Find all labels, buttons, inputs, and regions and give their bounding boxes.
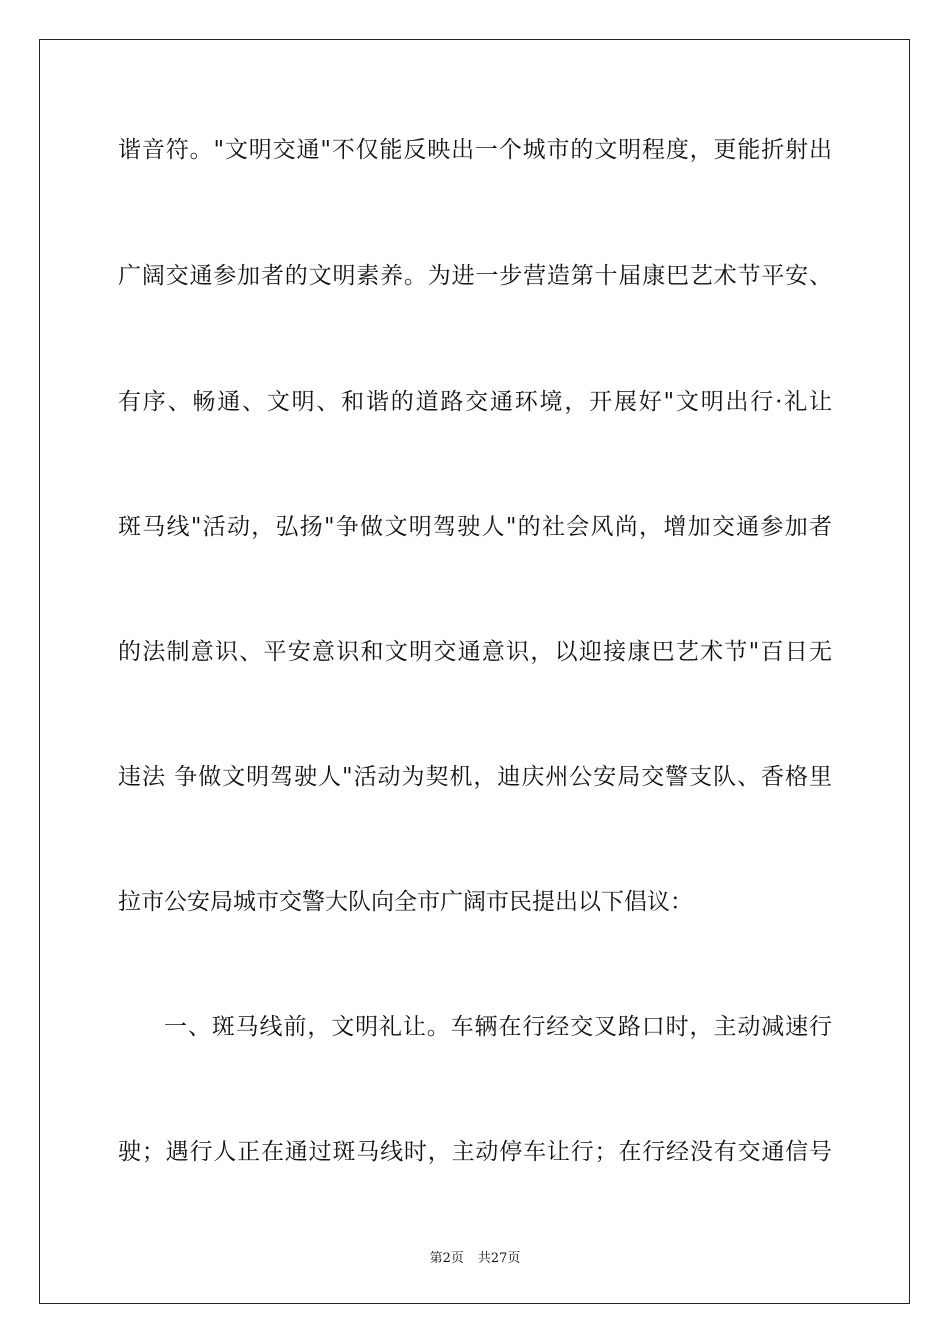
paragraph-line: 拉市公安局城市交警大队向全市广阔市民提出以下倡议： (118, 889, 693, 915)
page-total: 共27页 (477, 1251, 521, 1266)
paragraph-line: 违法 争做文明驾驶人"活动为契机，迪庆州公安局交警支队、香格里 (118, 764, 832, 790)
paragraph-line: 谐音符。"文明交通"不仅能反映出一个城市的文明程度，更能折射出 (118, 137, 832, 163)
page-number: 第2页 (429, 1251, 464, 1266)
paragraph-line: 驶；遇行人正在通过斑马线时，主动停车让行；在行经没有交通信号 (118, 1139, 832, 1165)
paragraph-line: 的法制意识、平安意识和文明交通意识，以迎接康巴艺术节"百日无 (118, 639, 832, 665)
paragraph-line: 一、斑马线前，文明礼让。车辆在行经交叉路口时，主动减速行 (164, 1014, 832, 1040)
paragraph-line: 广阔交通参加者的文明素养。为进一步营造第十届康巴艺术节平安、 (118, 263, 832, 289)
paragraph-line: 斑马线"活动，弘扬"争做文明驾驶人"的社会风尚，增加交通参加者 (118, 514, 832, 540)
page-footer (0, 1247, 950, 1266)
paragraph-line: 有序、畅通、文明、和谐的道路交通环境，开展好"文明出行·礼让 (118, 389, 832, 415)
